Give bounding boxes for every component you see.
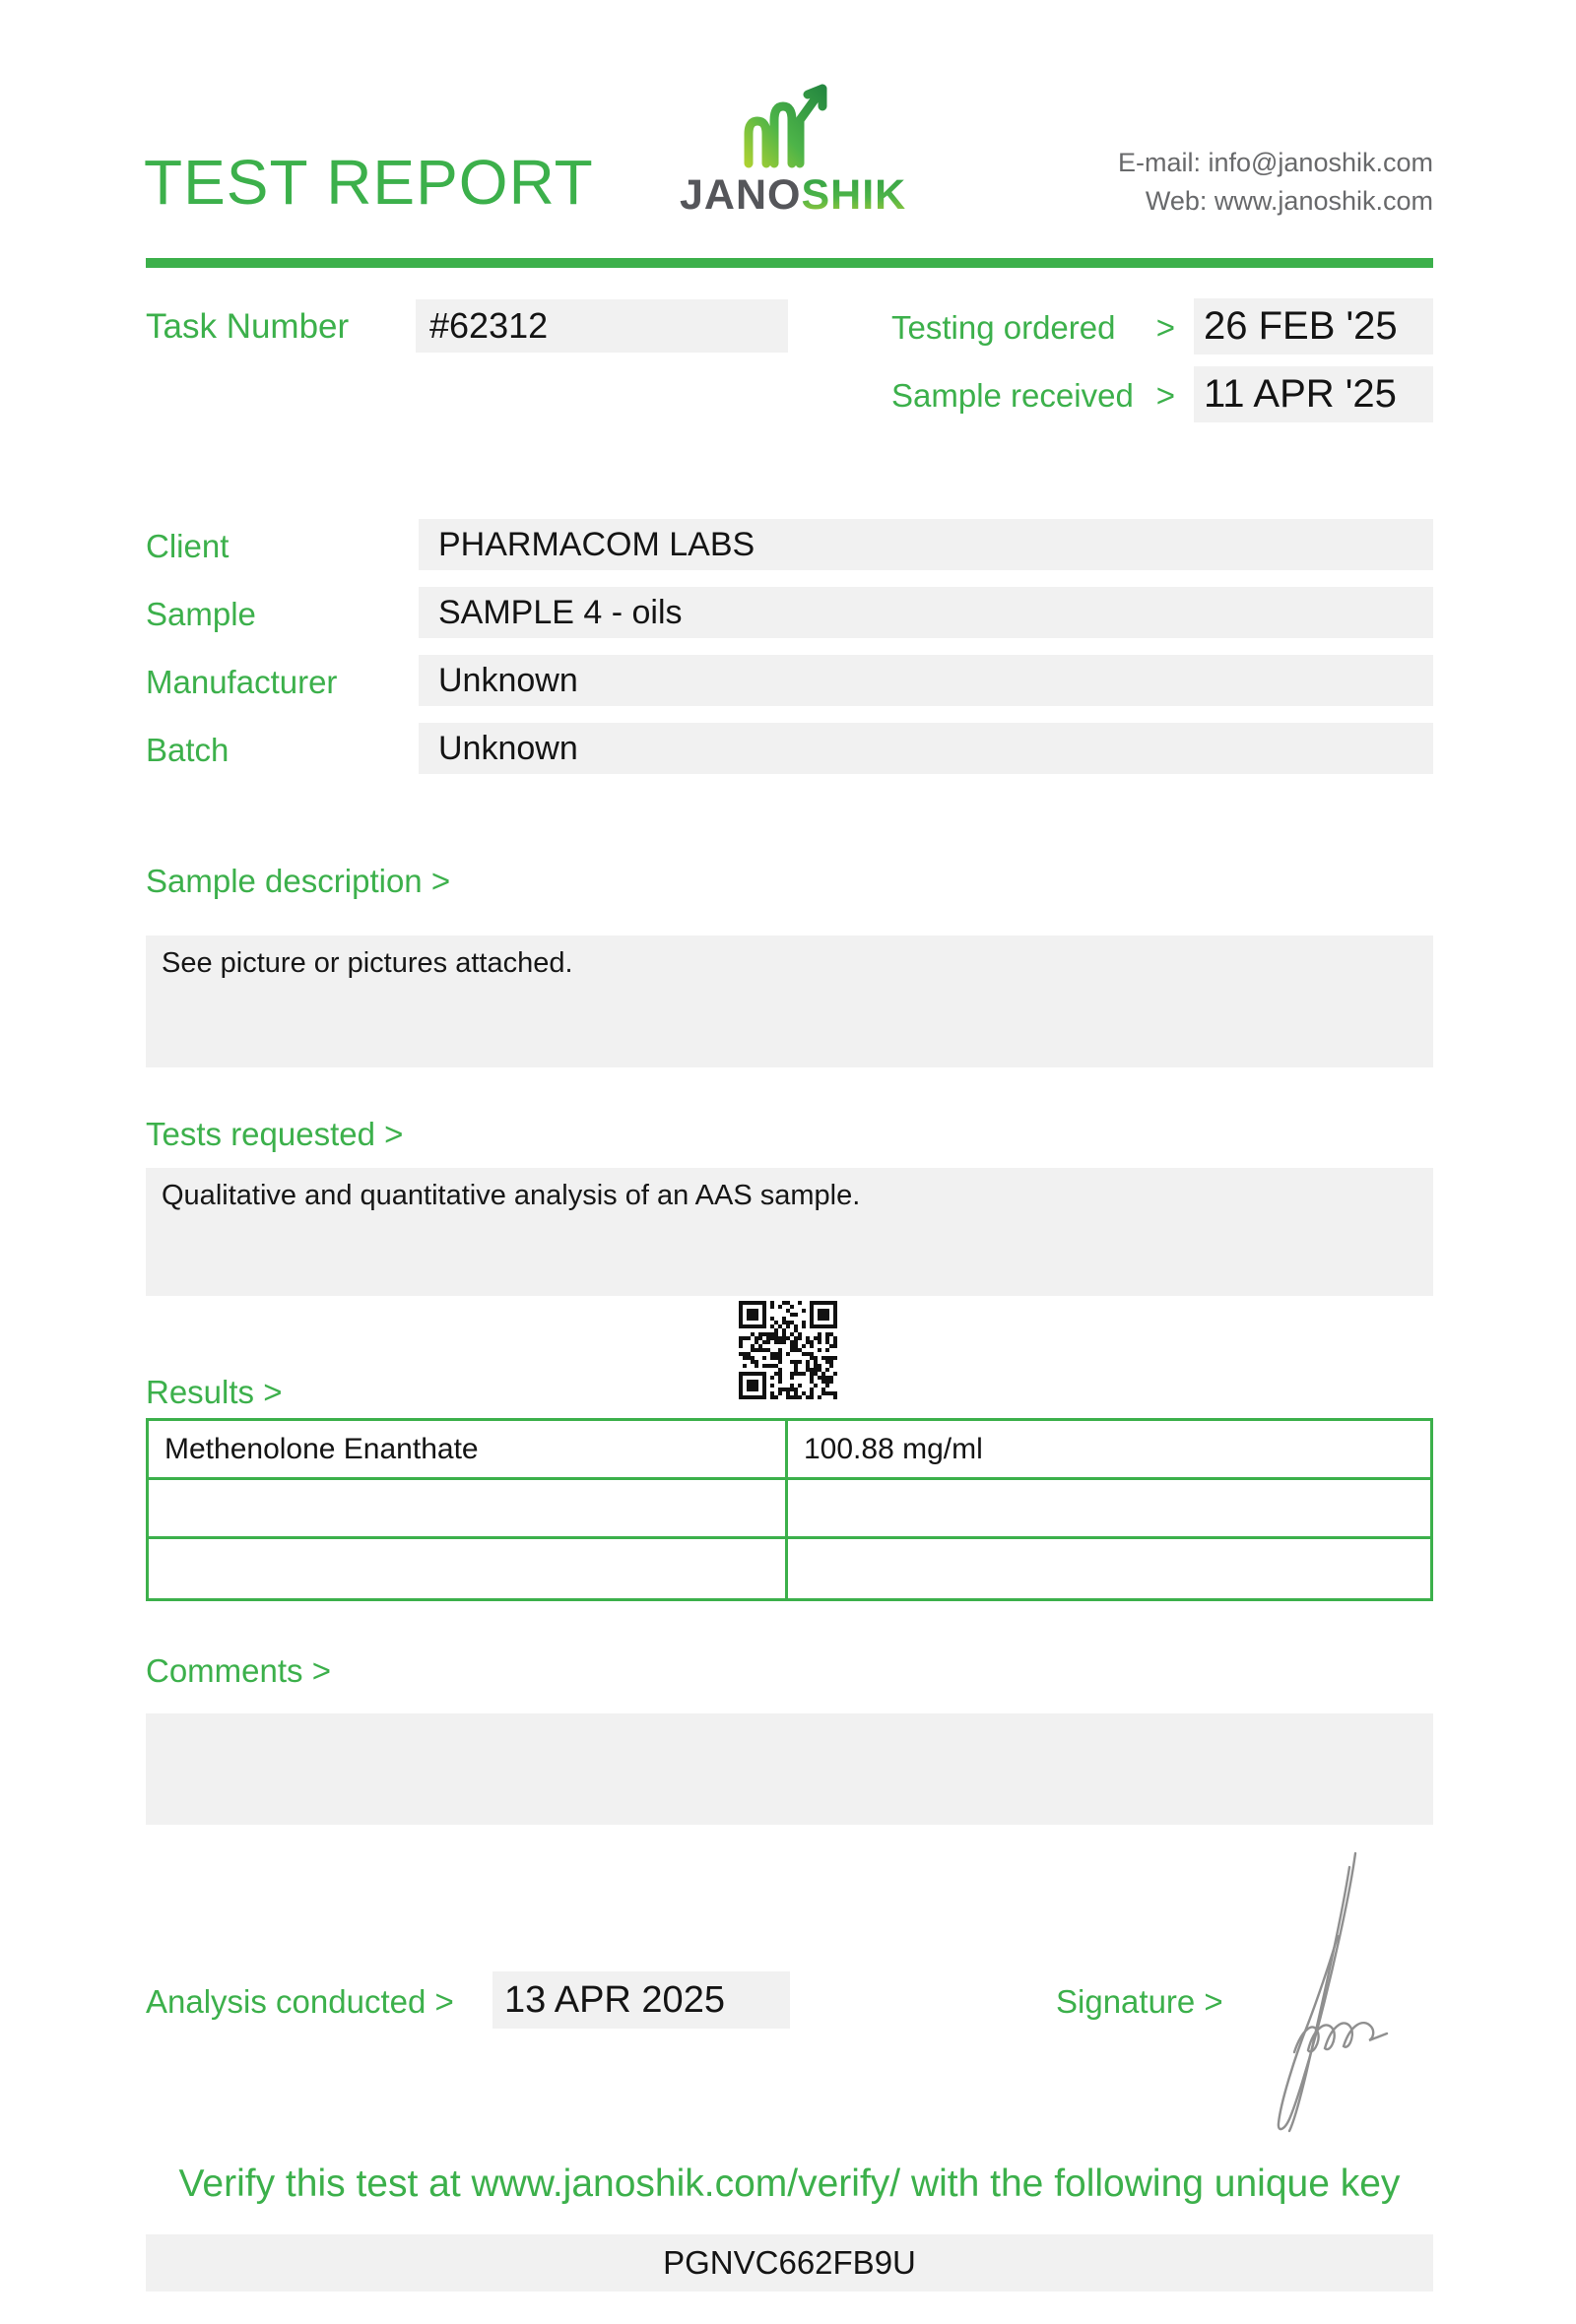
comments-heading: Comments > [146, 1652, 331, 1689]
comments-box [146, 1713, 1433, 1825]
batch-label: Batch [146, 732, 230, 768]
analysis-conducted-label: Analysis conducted > [146, 1983, 454, 2020]
verify-key: PGNVC662FB9U [146, 2234, 1433, 2292]
sample-description-heading: Sample description > [146, 863, 451, 899]
trend-chart-icon [735, 81, 837, 171]
result-value-cell: 100.88 mg/ml [788, 1421, 1430, 1480]
client-value: PHARMACOM LABS [419, 519, 1433, 570]
client-label: Client [146, 528, 230, 564]
tests-requested-heading: Tests requested > [146, 1116, 404, 1152]
sample-label: Sample [146, 596, 256, 632]
brand-logo [680, 171, 907, 220]
manufacturer-label: Manufacturer [146, 664, 338, 700]
task-number-label: Task Number [146, 307, 350, 346]
header-divider [146, 258, 1433, 268]
signature-image [1253, 1845, 1401, 2137]
sample-received-value: 11 APR '25 [1194, 366, 1433, 422]
batch-value: Unknown [419, 723, 1433, 774]
result-value-cell [788, 1539, 1430, 1598]
manufacturer-value: Unknown [419, 655, 1433, 706]
brand-prefix: JANO [680, 171, 802, 219]
results-heading: Results > [146, 1374, 283, 1410]
tests-requested-box: Qualitative and quantitative analysis of an AAS sample. [146, 1168, 1433, 1296]
result-value-cell [788, 1480, 1430, 1539]
signature-label: Signature > [1056, 1983, 1223, 2020]
arrow-glyph: > [1155, 377, 1175, 414]
testing-ordered-value: 26 FEB '25 [1194, 298, 1433, 355]
result-analyte-cell [149, 1480, 788, 1539]
brand-suffix: SHIK [801, 171, 907, 219]
testing-ordered-label: Testing ordered > [891, 309, 1175, 346]
sample-description-box: See picture or pictures attached. [146, 936, 1433, 1067]
result-analyte-cell [149, 1539, 788, 1598]
arrow-glyph: > [1155, 309, 1175, 346]
result-analyte-cell: Methenolone Enanthate [149, 1421, 788, 1480]
contact-email: E-mail: info@janoshik.com [1117, 148, 1433, 177]
sample-value: SAMPLE 4 - oils [419, 587, 1433, 638]
verify-instruction: Verify this test at www.janoshik.com/verify/ with the following unique key [178, 2163, 1401, 2205]
contact-block [1019, 144, 1433, 221]
task-number-value: #62312 [416, 299, 788, 353]
contact-web: Web: www.janoshik.com [1145, 186, 1433, 216]
analysis-conducted-value: 13 APR 2025 [492, 1971, 790, 2029]
sample-received-label: Sample received > [891, 377, 1175, 414]
results-table [146, 1418, 1433, 1601]
page-title: TEST REPORT [144, 147, 594, 218]
qr-code [739, 1301, 837, 1399]
